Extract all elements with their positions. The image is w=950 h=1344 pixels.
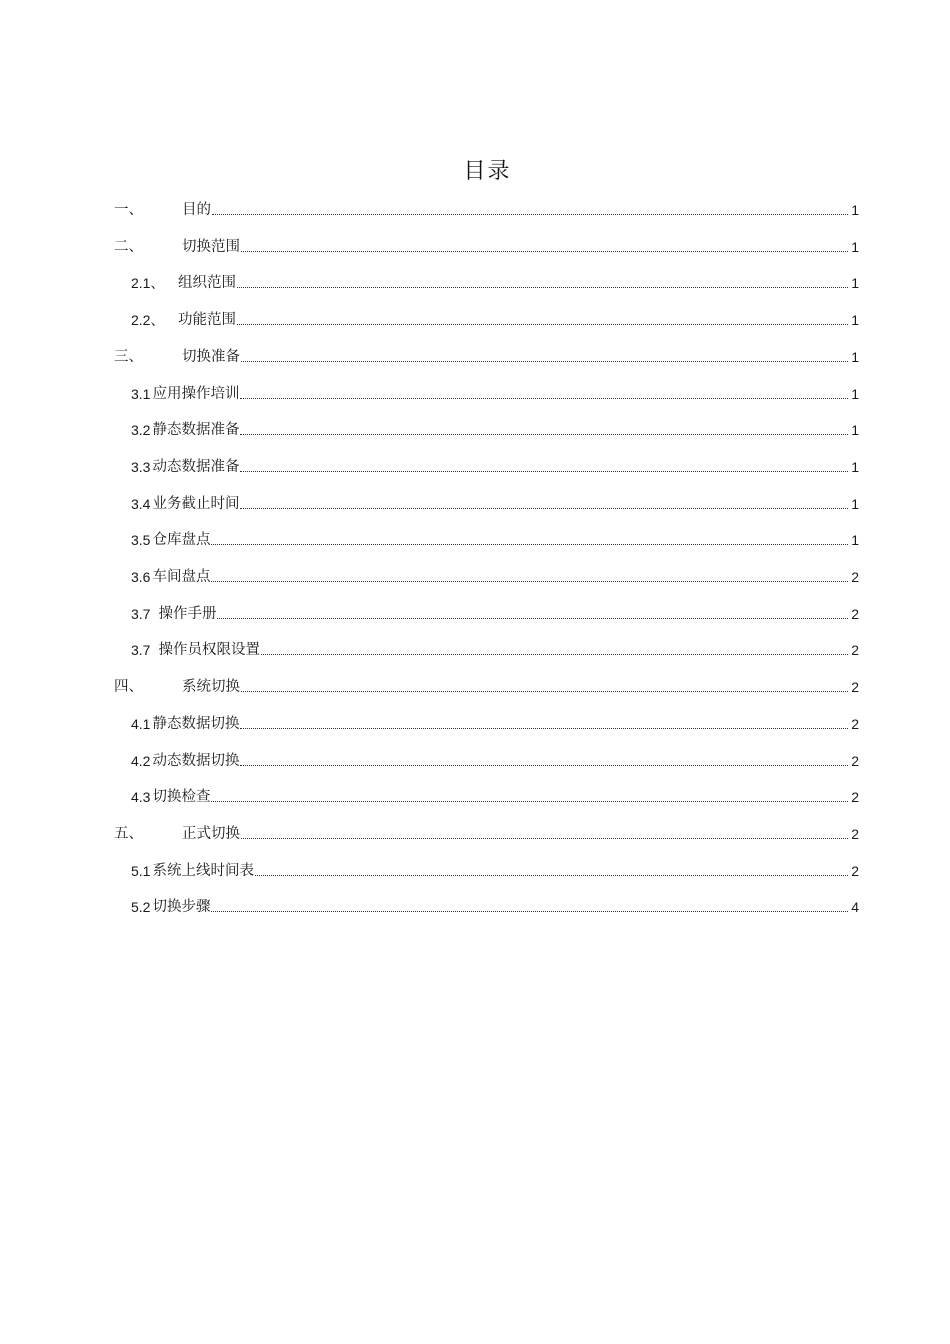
toc-entry-label: 正式切换: [182, 825, 240, 842]
toc-entry[interactable]: [114, 821, 859, 843]
toc-entry-number: 3.1: [131, 385, 151, 402]
toc-entry[interactable]: [131, 491, 859, 513]
toc-entry-number: 2.2、: [131, 312, 165, 329]
toc-entry[interactable]: [131, 381, 859, 403]
toc-entry[interactable]: [131, 711, 859, 733]
toc-entry-label: 操作员权限设置: [158, 642, 260, 659]
toc-entry[interactable]: [131, 601, 859, 623]
toc-entry-page-number: 2: [851, 862, 859, 879]
toc-entry-number: 3.5: [131, 532, 151, 549]
toc-leader-dots: [240, 470, 848, 472]
toc-entry-page-number: 1: [851, 238, 859, 255]
toc-entry-label: 应用操作培训: [152, 385, 240, 402]
toc-entry-page-number: 2: [851, 605, 859, 622]
toc-entry[interactable]: [131, 894, 859, 916]
toc-leader-dots: [217, 617, 848, 619]
toc-title: 目录: [463, 159, 512, 184]
toc-entry-page-number: 1: [851, 532, 859, 549]
toc-entry-page-number: 1: [851, 275, 859, 292]
toc-entry-number: 3.7: [131, 642, 151, 659]
toc-entry-page-number: 1: [851, 385, 859, 402]
toc-leader-dots: [211, 580, 848, 582]
toc-entry-label: 切换准备: [182, 348, 240, 365]
toc-leader-dots: [240, 397, 848, 399]
toc-entry-number: 5.2: [131, 899, 151, 916]
toc-entry[interactable]: [114, 674, 859, 696]
toc-entry-number: 4.3: [131, 789, 151, 806]
toc-leader-dots: [240, 727, 848, 729]
toc-entry-number: 3.6: [131, 569, 151, 585]
toc-entry-label: 系统切换: [182, 679, 240, 696]
toc-entry[interactable]: [114, 197, 859, 219]
toc-entry-label: 仓库盘点: [152, 532, 211, 549]
toc-entry-label: 车间盘点: [152, 569, 211, 585]
toc-entry[interactable]: [114, 344, 859, 366]
toc-entry[interactable]: [114, 234, 859, 256]
toc-leader-dots: [255, 874, 848, 876]
toc-entry-label: 静态数据切换: [152, 715, 240, 732]
toc-entry-page-number: 2: [851, 789, 859, 806]
toc-entry-number: 3.4: [131, 495, 151, 512]
toc-entry[interactable]: [131, 784, 859, 806]
toc-entry-number: 5.1: [131, 862, 151, 879]
toc-leader-dots: [261, 653, 848, 655]
toc-leader-dots: [240, 764, 848, 766]
toc-leader-dots: [211, 543, 848, 545]
toc-entry-number: 3.3: [131, 458, 151, 475]
toc-entry-label: 操作手册: [158, 605, 217, 622]
toc-leader-dots: [237, 323, 848, 325]
toc-entry-number: 二、: [114, 238, 143, 255]
toc-entry-label: 动态数据准备: [152, 458, 240, 475]
toc-leader-dots: [237, 286, 848, 288]
toc-entry-page-number: 2: [851, 715, 859, 732]
toc-leader-dots: [240, 433, 848, 435]
toc-entry-page-number: 1: [851, 202, 859, 218]
toc-entry-label: 切换步骤: [152, 899, 211, 916]
toc-entry[interactable]: [131, 564, 859, 586]
toc-entry-page-number: 1: [851, 422, 859, 439]
toc-leader-dots: [240, 507, 848, 509]
toc-entry-number: 2.1、: [131, 275, 165, 292]
toc-leader-dots: [241, 690, 848, 692]
toc-entry-number: 五、: [114, 825, 143, 842]
toc-entry-page-number: 4: [851, 899, 859, 916]
toc-entry-label: 业务截止时间: [152, 495, 240, 512]
toc-entry[interactable]: [131, 858, 859, 880]
toc-entry[interactable]: [131, 454, 859, 476]
toc-entry-number: 3.2: [131, 422, 151, 439]
toc-entry[interactable]: [131, 637, 859, 659]
toc-entry-number: 三、: [114, 348, 143, 365]
toc-entry-label: 目的: [182, 202, 211, 218]
toc-entry-page-number: 1: [851, 312, 859, 329]
toc-entry[interactable]: [131, 417, 859, 439]
toc-entry-number: 3.7: [131, 605, 151, 622]
toc-entry-number: 4.2: [131, 752, 151, 769]
toc-entry-label: 切换检查: [152, 789, 211, 806]
toc-entry-label: 切换范围: [182, 238, 240, 255]
toc-entry-number: 一、: [114, 202, 143, 218]
toc-entry[interactable]: [131, 307, 859, 329]
toc-entry-page-number: 1: [851, 458, 859, 475]
toc-entry[interactable]: [131, 748, 859, 770]
toc-entry-page-number: 2: [851, 569, 859, 585]
toc-entry-label: 静态数据准备: [152, 422, 240, 439]
toc-leader-dots: [241, 250, 848, 252]
toc-leader-dots: [211, 800, 848, 802]
toc-entry-page-number: 2: [851, 825, 859, 842]
toc-entry-label: 功能范围: [178, 312, 236, 329]
toc-entry-label: 动态数据切换: [152, 752, 240, 769]
toc-leader-dots: [241, 837, 848, 839]
toc-leader-dots: [212, 213, 848, 215]
toc-entry-number: 4.1: [131, 715, 151, 732]
toc-entry-number: 四、: [114, 679, 143, 696]
toc-entry-page-number: 1: [851, 495, 859, 512]
toc-entry-label: 组织范围: [178, 275, 236, 292]
toc-leader-dots: [241, 360, 848, 362]
toc-entry-page-number: 1: [851, 348, 859, 365]
toc-entry[interactable]: [131, 270, 859, 292]
toc-entry-page-number: 2: [851, 679, 859, 696]
toc-entry-label: 系统上线时间表: [152, 862, 254, 879]
toc-entry-page-number: 2: [851, 642, 859, 659]
toc-leader-dots: [211, 910, 848, 912]
toc-entry-page-number: 2: [851, 752, 859, 769]
toc-entry[interactable]: [131, 527, 859, 549]
